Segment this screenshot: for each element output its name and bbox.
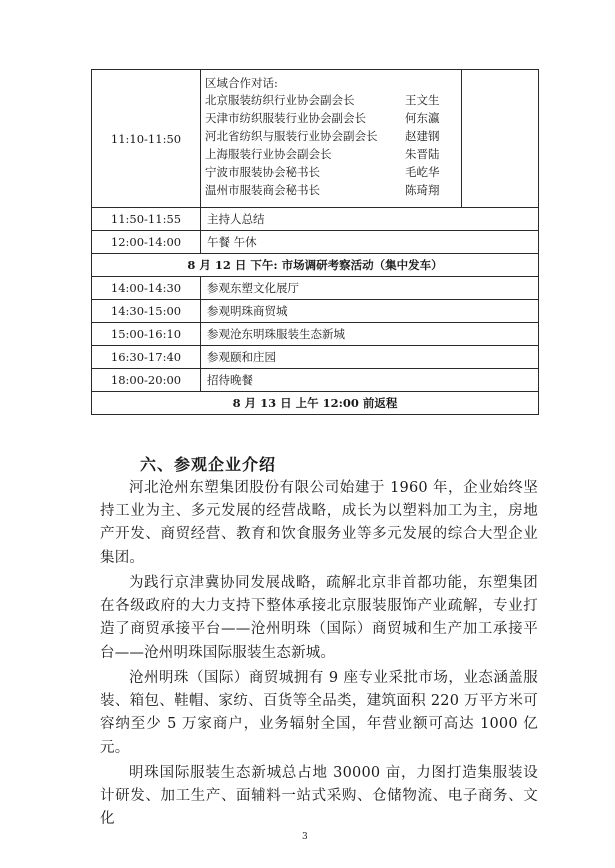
- table-row: [92, 323, 539, 346]
- org-title: 河北省纺织与服装行业协会副会长: [205, 129, 378, 143]
- table-row: [92, 369, 539, 392]
- table-row: [92, 277, 539, 300]
- person-name: 何东瀛: [405, 111, 440, 125]
- time-cell: 11:10-11:50: [92, 70, 201, 208]
- time-cell: 18:00-20:00: [92, 369, 201, 392]
- paragraph: 河北沧州东塑集团股份有限公司始建于 1960 年，企业始终坚持工业为主、多元发展的经营战略，成长为以塑料加工为主，房地产开发、商贸经营、教育和饮食服务业等多元发展的综合大型企业集团。: [100, 480, 538, 566]
- list-item: [205, 164, 470, 180]
- person-name: 陈琦翔: [405, 183, 440, 197]
- time-cell: 16:30-17:40: [92, 346, 201, 369]
- table-row: [92, 231, 539, 254]
- activity-cell: 午餐 午休: [201, 231, 539, 254]
- person-name: 朱晋陆: [405, 147, 440, 161]
- person-name: 赵建钢: [405, 129, 440, 143]
- org-title: 宁波市服装协会秘书长: [205, 165, 320, 179]
- time-cell: 14:00-14:30: [92, 277, 201, 300]
- table-row: [92, 254, 539, 277]
- table-row: [92, 392, 539, 415]
- activity-cell: 参观明珠商贸城: [201, 300, 539, 323]
- schedule-table: [91, 69, 539, 415]
- time-cell: 15:00-16:10: [92, 323, 201, 346]
- paragraph: 沧州明珠（国际）商贸城拥有 9 座专业采批市场，业态涵盖服装、箱包、鞋帽、家纺、百货等全品类，建筑面积 220 万平方米可容纳至少 5 万家商户，业务辐射全国，年营业额可高达 1000 亿元。: [100, 670, 538, 756]
- table-row: [92, 208, 539, 231]
- blank-inner-column: [461, 70, 537, 207]
- list-item: [205, 146, 470, 162]
- list-item: [205, 182, 470, 198]
- section-title: 六、参观企业介绍: [140, 455, 277, 474]
- paragraph: 明珠国际服装生态新城总占地 30000 亩，力图打造集服装设计研发、加工生产、面辅料一站式采购、仓储物流、电子商务、文化: [100, 765, 538, 828]
- time-cell: 12:00-14:00: [92, 231, 201, 254]
- table-row: [92, 70, 539, 208]
- org-title: 温州市服装商会秘书长: [205, 183, 320, 197]
- activity-cell: 参观颐和庄园: [201, 346, 539, 369]
- activity-cell: 参观沧东明珠服装生态新城: [201, 323, 539, 346]
- person-name: 毛屹华: [405, 165, 440, 179]
- table-row: [92, 300, 539, 323]
- time-cell: 14:30-15:00: [92, 300, 201, 323]
- time-cell: 11:50-11:55: [92, 208, 201, 231]
- footer-cell: 8 月 13 日 上午 12:00 前返程: [92, 392, 539, 415]
- org-title: 北京服装纺织行业协会副会长: [205, 93, 355, 107]
- coop-title: 区域合作对话:: [205, 76, 278, 90]
- org-title: 上海服装行业协会副会长: [205, 147, 332, 161]
- person-name: 王文生: [405, 93, 440, 107]
- paragraph: 为践行京津冀协同发展战略，疏解北京非首都功能，东塑集团在各级政府的大力支持下整体承接北京服装服饰产业疏解，专业打造了商贸承接平台——沧州明珠（国际）商贸城和生产加工承接平台——沧州明珠国际服装生态新城。: [100, 575, 538, 661]
- list-item: [205, 110, 470, 126]
- activity-cell: 参观东塑文化展厅: [201, 277, 539, 300]
- activity-cell: 招待晚餐: [201, 369, 539, 392]
- list-item: [205, 92, 470, 108]
- table-row: [92, 346, 539, 369]
- day-header-cell: 8 月 12 日 下午: 市场调研考察活动（集中发车）: [92, 254, 539, 277]
- activity-cell: 主持人总结: [201, 208, 539, 231]
- org-title: 天津市纺织服装行业协会副会长: [205, 111, 366, 125]
- coop-cell: [201, 70, 539, 208]
- list-item: [205, 128, 470, 144]
- page-number: 3: [302, 832, 308, 842]
